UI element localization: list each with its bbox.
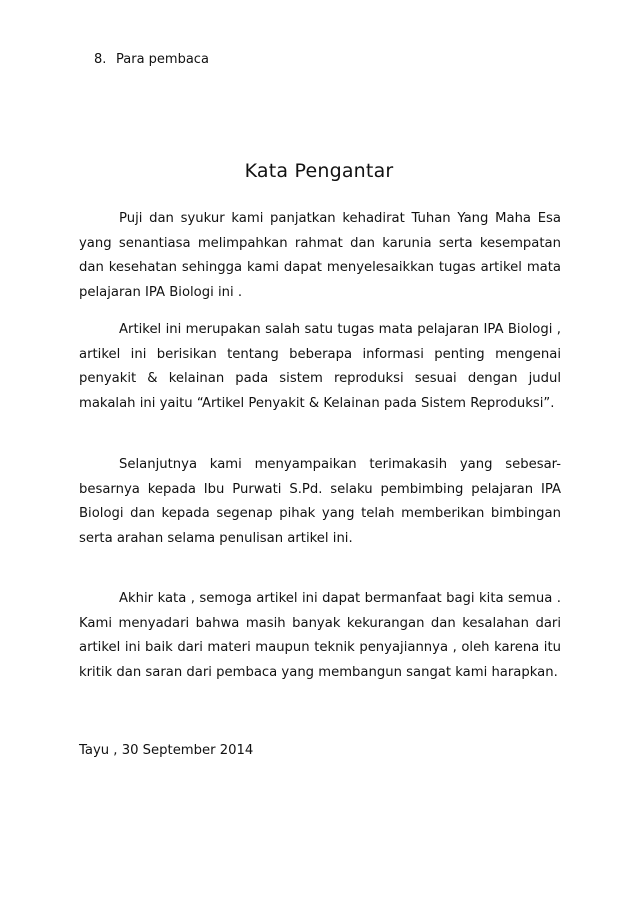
list-item-number: 8. bbox=[94, 52, 107, 67]
place-date: Tayu , 30 September 2014 bbox=[79, 743, 254, 758]
page-title: Kata Pengantar bbox=[244, 160, 394, 182]
paragraph-closing-remarks: Akhir kata , semoga artikel ini dapat bermanfaat bagi kita semua . Kami menyadari bahwa masih banyak kekurangan dan kesalahan dari artikel ini baik dari materi maupun teknik penyajiannya , oleh karena itu kritik dan saran dari pembaca yang membangun sangat kami harapkan. bbox=[79, 591, 561, 681]
paragraph-article-description: Artikel ini merupakan salah satu tugas mata pelajaran IPA Biologi , artikel ini berisikan tentang beberapa informasi penting mengenai penyakit & kelainan pada sistem reproduksi sesuai dengan judul makalah ini yaitu “Artikel Penyakit & Kelainan pada Sistem Reproduksi”. bbox=[79, 322, 561, 412]
list-item bbox=[94, 52, 209, 67]
list-item-text: Para pembaca bbox=[116, 52, 209, 67]
paragraph-acknowledgement: Selanjutnya kami menyampaikan terimakasih yang sebesar-besarnya kepada Ibu Purwati S.Pd. selaku pembimbing pelajaran IPA Biologi dan kepada segenap pihak yang telah memberikan bimbingan serta arahan selama penulisan artikel ini. bbox=[79, 457, 561, 547]
paragraph-opening: Puji dan syukur kami panjatkan kehadirat Tuhan Yang Maha Esa yang senantiasa melimpahkan rahmat dan karunia serta kesempatan dan kesehatan sehingga kami dapat menyelesaikkan tugas artikel mata pelajaran IPA Biologi ini . bbox=[79, 211, 561, 301]
